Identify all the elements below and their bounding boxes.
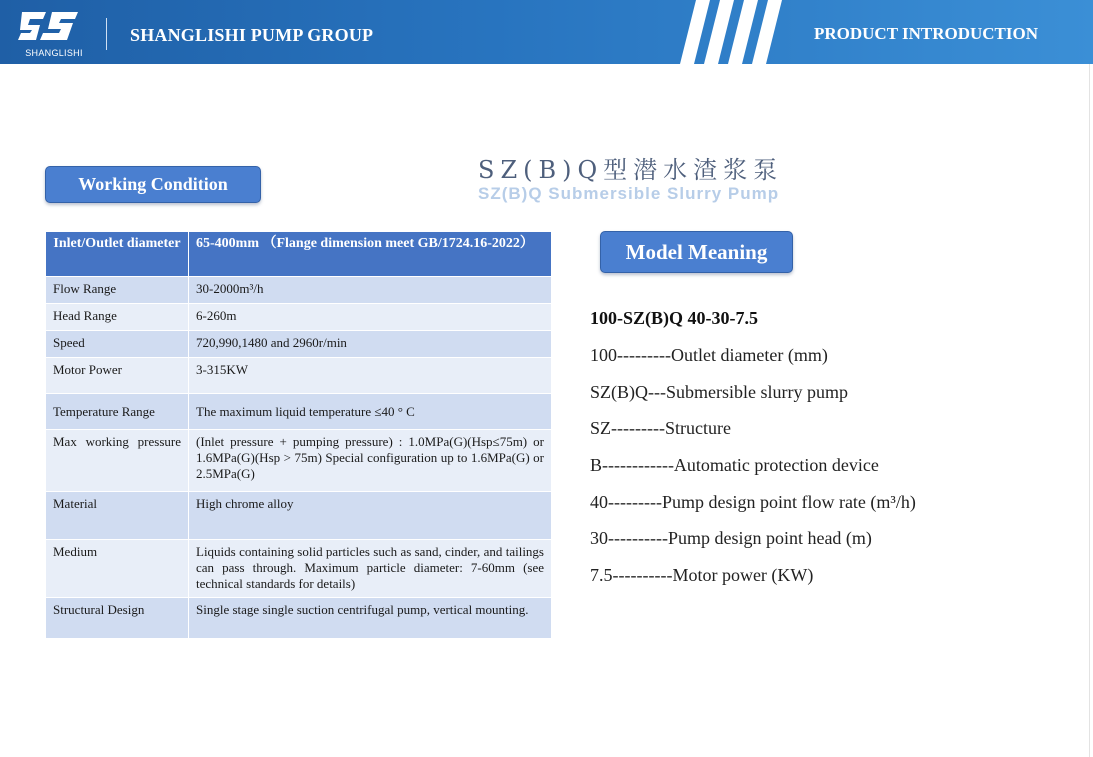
- list-item: 100---------Outlet diameter (mm): [590, 345, 828, 365]
- table-row: [46, 331, 552, 358]
- row-value: High chrome alloy: [189, 492, 552, 540]
- working-condition-heading: Working Condition: [45, 166, 261, 203]
- row-name: Temperature Range: [46, 394, 189, 430]
- row-value: The maximum liquid temperature ≤40 ° C: [189, 394, 552, 430]
- header-divider: [106, 18, 107, 50]
- list-item: SZ---------Structure: [590, 418, 731, 439]
- decorative-stripes: [680, 0, 790, 64]
- row-name: Flow Range: [46, 277, 189, 304]
- row-value: 6-260m: [189, 304, 552, 331]
- company-name: SHANGLISHI PUMP GROUP: [130, 25, 374, 45]
- table-row: [46, 598, 552, 639]
- row-value: (Inlet pressure + pumping pressure) : 1.0MPa(G)(Hsp≤75m) or 1.6MPa(G)(Hsp > 75m) Special configuration up to 1.6MPa(G) or 2.5MPa(G): [189, 430, 552, 492]
- logo-text: SHANGLISHI: [25, 48, 83, 58]
- company-logo: [18, 8, 88, 58]
- working-condition-table: [45, 231, 552, 639]
- logo-mark-icon: [18, 8, 80, 44]
- table-header-name: Inlet/Outlet diameter: [46, 232, 189, 277]
- row-name: Material: [46, 492, 189, 540]
- model-code: 100-SZ(B)Q 40-30-7.5: [590, 308, 758, 328]
- row-value: Liquids containing solid particles such as sand, cinder, and tailings can pass through. Maximum particle diameter: 7-60mm (see technical standards for details): [189, 540, 552, 598]
- page-edge-rule: [1089, 64, 1090, 757]
- table-row: [46, 358, 552, 394]
- table-row: [46, 430, 552, 492]
- product-title-en: SZ(B)Q Submersible Slurry Pump: [478, 184, 780, 203]
- section-title: PRODUCT INTRODUCTION: [813, 24, 1038, 43]
- table-row: [46, 394, 552, 430]
- row-name: Medium: [46, 540, 189, 598]
- table-row: [46, 304, 552, 331]
- row-name: Speed: [46, 331, 189, 358]
- list-item: B------------Automatic protection device: [590, 455, 879, 476]
- header-bar: [0, 0, 1093, 64]
- model-meaning-heading: Model Meaning: [600, 231, 793, 273]
- list-item: 7.5----------Motor power (KW): [590, 565, 814, 586]
- list-item: 40---------Pump design point flow rate (m³/h): [590, 491, 916, 512]
- model-meaning-list: [590, 344, 916, 601]
- table-row: [46, 540, 552, 598]
- row-name: Max working pressure: [46, 430, 189, 492]
- list-item: SZ(B)Q---Submersible slurry pump: [590, 381, 848, 402]
- table-row: [46, 277, 552, 304]
- row-value: 3-315KW: [189, 358, 552, 394]
- row-name: Head Range: [46, 304, 189, 331]
- table-header-value: 65-400mm （Flange dimension meet GB/1724.16-2022）: [189, 232, 552, 277]
- table-row: [46, 492, 552, 540]
- row-value: Single stage single suction centrifugal pump, vertical mounting.: [189, 598, 552, 639]
- row-value: 720,990,1480 and 2960r/min: [189, 331, 552, 358]
- row-value: 30-2000m³/h: [189, 277, 552, 304]
- product-title-cn: SZ(B)Q型潜水渣浆泵: [478, 156, 784, 184]
- row-name: Structural Design: [46, 598, 189, 639]
- list-item: 30----------Pump design point head (m): [590, 528, 872, 549]
- row-name: Motor Power: [46, 358, 189, 394]
- table-header-row: [46, 232, 552, 277]
